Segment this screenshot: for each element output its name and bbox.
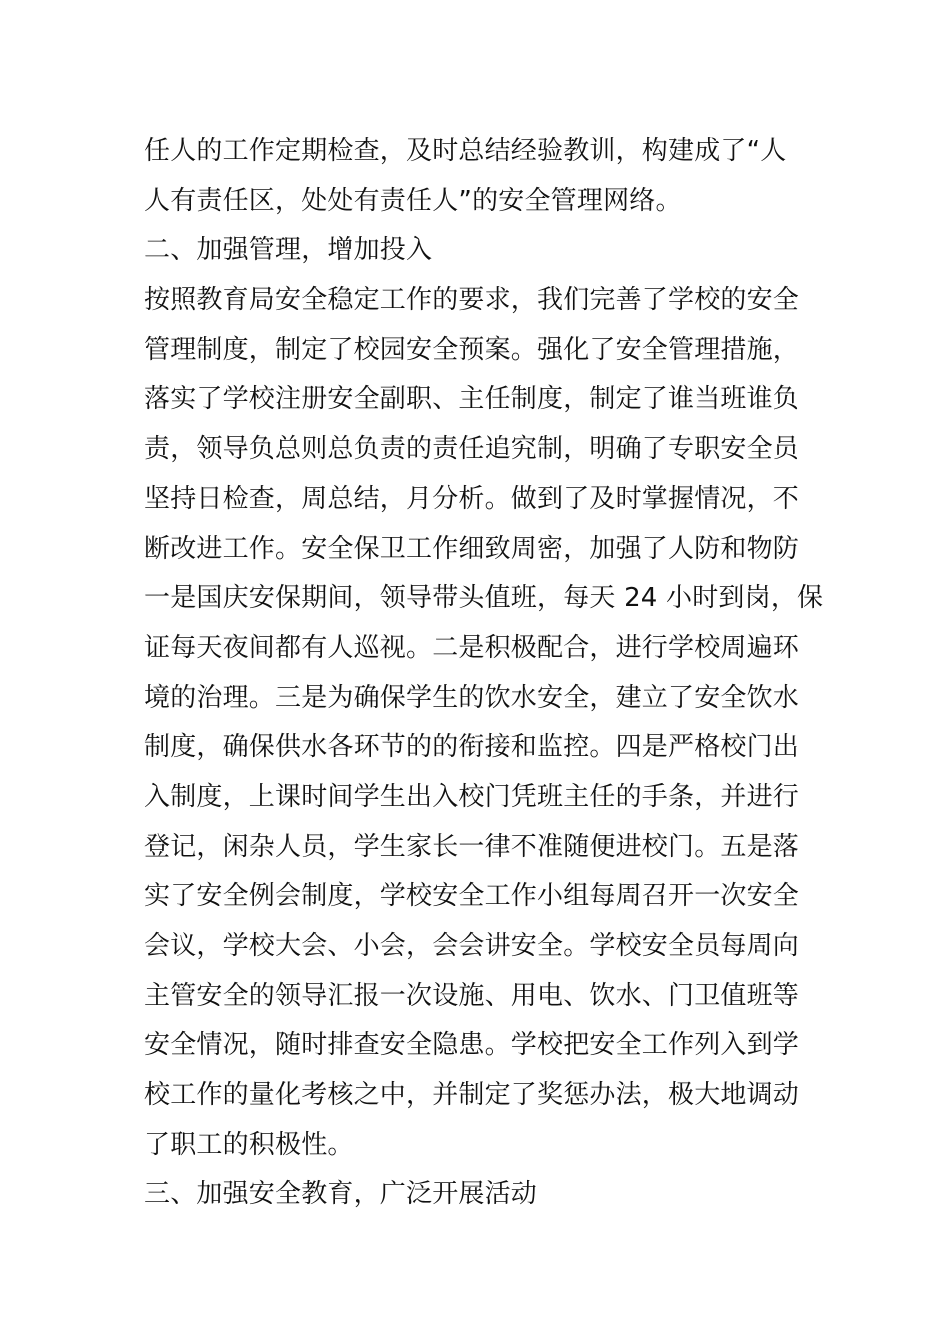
text-line: 制度，确保供水各环节的的衔接和监控。四是严格校门出 — [144, 732, 800, 763]
text-line: 落实了学校注册安全副职、主任制度，制定了谁当班谁负 — [144, 384, 800, 415]
section-heading: 三、加强安全教育，广泛开展活动 — [144, 1179, 538, 1210]
text-line: 了职工的积极性。 — [144, 1129, 354, 1160]
text-line: 实了安全例会制度，学校安全工作小组每周召开一次安全 — [144, 881, 800, 912]
text-line: 登记，闲杂人员，学生家长一律不准随便进校门。五是落 — [144, 831, 800, 862]
text-line: 会议，学校大会、小会，会会讲安全。学校安全员每周向 — [144, 931, 800, 961]
text-line: 任人的工作定期检查，及时总结经验教训，构建成了“人 — [144, 136, 787, 166]
text-line: 一是国庆安保期间，领导带头值班，每天 24 小时到岗，保 — [144, 583, 824, 614]
text-line: 校工作的量化考核之中，并制定了奖惩办法，极大地调动 — [144, 1080, 800, 1111]
text-line: 境的治理。三是为确保学生的饮水安全，建立了安全饮水 — [144, 682, 800, 713]
text-line: 入制度，上课时间学生出入校门凭班主任的手条，并进行 — [144, 781, 800, 812]
text-line: 断改进工作。安全保卫工作细致周密，加强了人防和物防 — [144, 533, 800, 564]
text-line: 证每天夜间都有人巡视。二是积极配合，进行学校周遍环 — [144, 632, 800, 663]
document-body — [144, 127, 824, 1220]
text-line: 按照教育局安全稳定工作的要求，我们完善了学校的安全 — [144, 285, 800, 316]
text-line: 主管安全的领导汇报一次设施、用电、饮水、门卫值班等 — [144, 980, 800, 1011]
text-line: 人有责任区，处处有责任人”的安全管理网络。 — [144, 185, 682, 216]
section-heading: 二、加强管理，增加投入 — [144, 235, 433, 266]
text-line: 安全情况，随时排查安全隐患。学校把安全工作列入到学 — [144, 1030, 800, 1061]
text-line: 坚持日检查，周总结，月分析。做到了及时掌握情况，不 — [144, 483, 800, 514]
text-line: 责，领导负总则总负责的责任追究制，明确了专职安全员 — [144, 434, 800, 465]
text-line: 管理制度，制定了校园安全预案。强化了安全管理措施， — [144, 334, 800, 365]
